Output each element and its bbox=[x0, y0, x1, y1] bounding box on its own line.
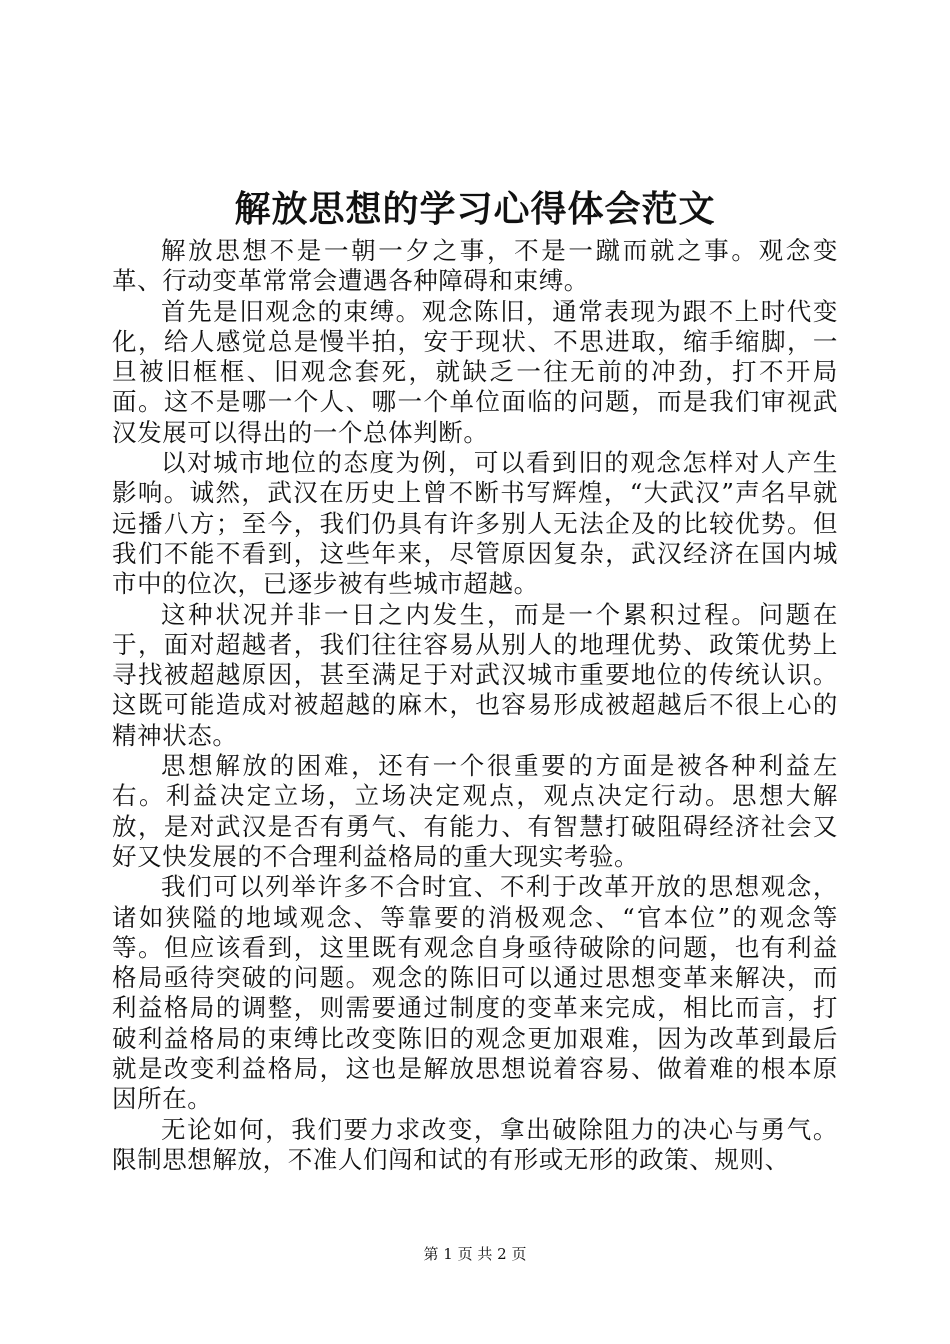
page-number-footer: 第 1 页 共 2 页 bbox=[423, 1245, 527, 1263]
body-paragraph: 无论如何，我们要力求改变，拿出破除阻力的决心与勇气。限制思想解放，不准人们闯和试的有形或无形的政策、规则、 bbox=[112, 1114, 838, 1174]
body-paragraph: 思想解放的困难，还有一个很重要的方面是被各种利益左右。利益决定立场，立场决定观点，观点决定行动。思想大解放，是对武汉是否有勇气、有能力、有智慧打破阻碍经济社会又好又快发展的不合理利益格局的重大现实考验。 bbox=[112, 751, 838, 871]
body-paragraph: 我们可以列举许多不合时宜、不利于改革开放的思想观念，诸如狭隘的地域观念、等靠要的消极观念、“官本位”的观念等等。但应该看到，这里既有观念自身亟待破除的问题，也有利益格局亟待突破的问题。观念的陈旧可以通过思想变革来解决，而利益格局的调整，则需要通过制度的变革来完成，相比而言，打破利益格局的束缚比改变陈旧的观念更加艰难，因为改革到最后就是改变利益格局，这也是解放思想说着容易、做着难的根本原因所在。 bbox=[112, 872, 838, 1114]
body-paragraph: 首先是旧观念的束缚。观念陈旧，通常表现为跟不上时代变化，给人感觉总是慢半拍，安于现状、不思进取，缩手缩脚，一旦被旧框框、旧观念套死，就缺乏一往无前的冲劲，打不开局面。这不是哪一个人、哪一个单位面临的问题，而是我们审视武汉发展可以得出的一个总体判断。 bbox=[112, 296, 838, 447]
document-title: 解放思想的学习心得体会范文 bbox=[234, 188, 716, 230]
body-paragraph: 以对城市地位的态度为例，可以看到旧的观念怎样对人产生影响。诚然，武汉在历史上曾不断书写辉煌，“大武汉”声名早就远播八方；至今，我们仍具有许多别人无法企及的比较优势。但我们不能不看到，这些年来，尽管原因复杂，武汉经济在国内城市中的位次，已逐步被有些城市超越。 bbox=[112, 448, 838, 599]
body-paragraph: 这种状况并非一日之内发生，而是一个累积过程。问题在于，面对超越者，我们往往容易从别人的地理优势、政策优势上寻找被超越原因，甚至满足于对武汉城市重要地位的传统认识。这既可能造成对被超越的麻木，也容易形成被超越后不很上心的精神状态。 bbox=[112, 599, 838, 750]
body-paragraph: 解放思想不是一朝一夕之事，不是一蹴而就之事。观念变革、行动变革常常会遭遇各种障碍和束缚。 bbox=[112, 236, 838, 296]
document-body bbox=[112, 236, 838, 1175]
